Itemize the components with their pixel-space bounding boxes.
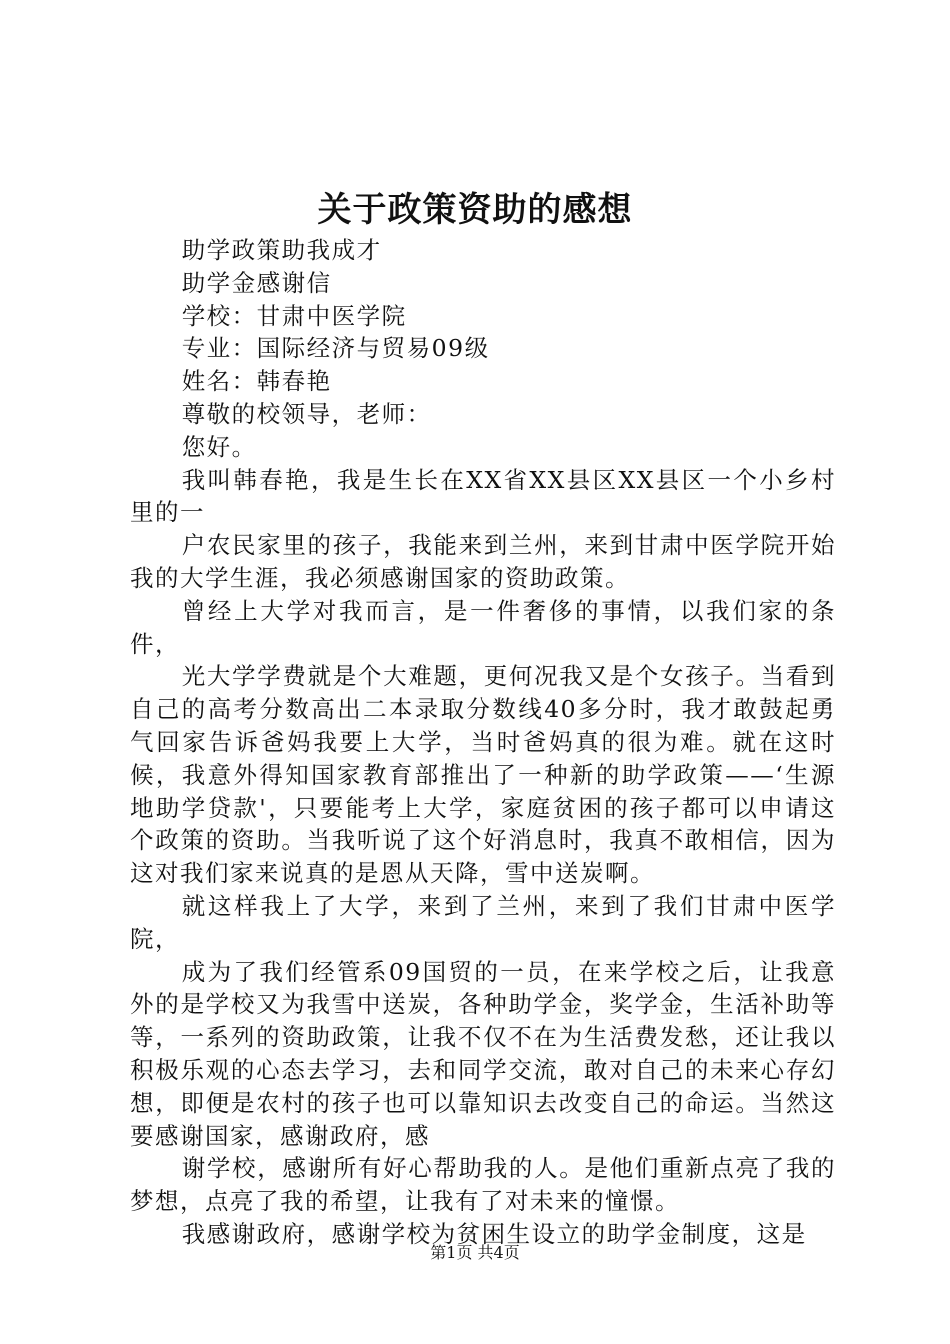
- paragraph: 我感谢政府，感谢学校为贫困生设立的助学金制度，这是: [181, 1219, 807, 1248]
- paragraph: 户农民家里的孩子，我能来到兰州，来到甘肃中医学院开始我的大学生涯，我必须感谢国家的资助政策。: [130, 531, 836, 592]
- paragraph: 专业：国际经济与贸易09级: [181, 334, 490, 363]
- page-title: 关于政策资助的感想: [317, 190, 633, 230]
- paragraph: 光大学学费就是个大难题，更何况我又是个女孩子。当看到自己的高考分数高出二本录取分数线40多分时，我才敢鼓起勇气回家告诉爸妈我要上大学，当时爸妈真的很为难。就在这时候，我意外得知国家教育部推出了一种新的助学政策——‘生源地助学贷款'，只要能考上大学，家庭贫困的孩子都可以申请这个政策的资助。当我听说了这个好消息时，我真不敢相信，因为这对我们家来说真的是恩从天降，雪中送炭啊。: [130, 662, 836, 888]
- paragraph: 助学金感谢信: [181, 268, 332, 297]
- paragraph: 姓名：韩春艳: [181, 367, 332, 396]
- paragraph: 就这样我上了大学，来到了兰州，来到了我们甘肃中医学院，: [130, 891, 836, 953]
- paragraph: 您好。: [181, 432, 257, 461]
- paragraph: 学校：甘肃中医学院: [181, 301, 407, 330]
- paragraph: 尊敬的校领导，老师：: [181, 399, 432, 428]
- document-body: [130, 234, 836, 1251]
- paragraph: 谢学校，感谢所有好心帮助我的人。是他们重新点亮了我的梦想，点亮了我的希望，让我有了对未来的憧憬。: [130, 1154, 836, 1216]
- paragraph: 助学政策助我成才: [181, 236, 382, 264]
- paragraph: 我叫韩春艳，我是生长在XX省XX县区XX县区一个小乡村里的一: [130, 465, 836, 527]
- page-footer: 第1页 共4页: [430, 1243, 520, 1262]
- paragraph: 成为了我们经管系09国贸的一员，在来学校之后，让我意外的是学校又为我雪中送炭，各种助学金，奖学金，生活补助等等，一系列的资助政策，让我不仅不在为生活费发愁，还让我以积极乐观的心态去学习，去和同学交流，敢对自己的未来心存幻想，即便是农村的孩子也可以靠知识去改变自己的命运。当然这要感谢国家，感谢政府，感: [130, 957, 836, 1150]
- paragraph: 曾经上大学对我而言，是一件奢侈的事情，以我们家的条件，: [130, 596, 836, 658]
